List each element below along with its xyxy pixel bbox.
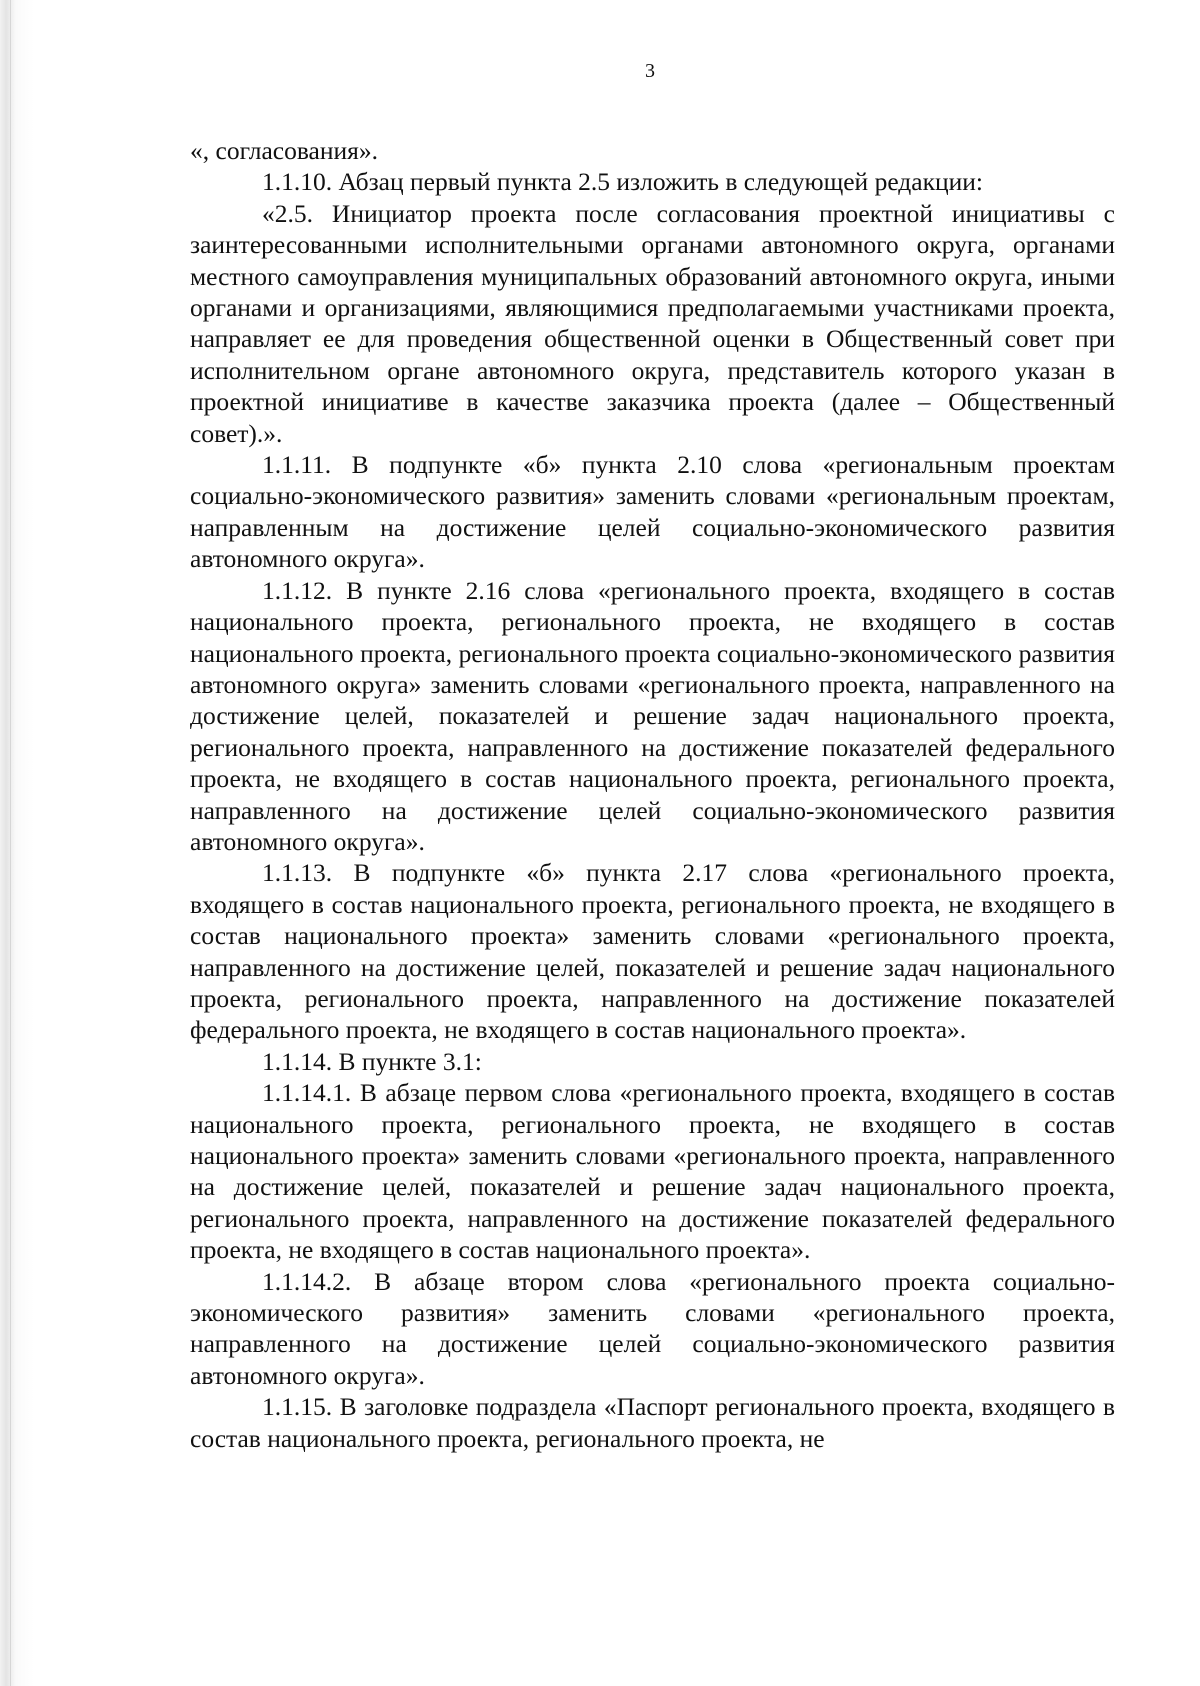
paragraph-1-1-14-1: 1.1.14.1. В абзаце первом слова «регионального проекта, входящего в состав национального проекта, регионального проекта, не входящего в состав национального проекта» заменить словами «регионального проекта, направленного на достижение целей, показателей и решение задач национального проекта, регионального проекта, направленного на достижение показателей федерального проекта, не входящего в состав национального проекта». bbox=[190, 1078, 1115, 1265]
paragraph-1-1-11: 1.1.11. В подпункте «б» пункта 2.10 слова «региональным проектам социально-экономического развития» заменить словами «региональным проектам, направленным на достижение целей социально-экономического развития автономного округа». bbox=[190, 450, 1115, 574]
document-body bbox=[190, 135, 1115, 1454]
scan-binding-edge bbox=[0, 0, 34, 1686]
paragraph-quoted-2-5: «2.5. Инициатор проекта после согласования проектной инициативы с заинтересованными исполнительными органами автономного округа, органами местного самоуправления муниципальных образований автономного округа, иными органами и организациями, являющимися предполагаемыми участниками проекта, направляет ее для проведения общественной оценки в Общественный совет при исполнительном органе автономного округа, представитель которого указан в проектной инициативе в качестве заказчика проекта (далее – Общественный совет).». bbox=[190, 198, 1115, 448]
paragraph-1-1-10: 1.1.10. Абзац первый пункта 2.5 изложить в следующей редакции: bbox=[262, 167, 984, 197]
paragraph-continuation: «, согласования». bbox=[190, 136, 379, 165]
page-number: 3 bbox=[645, 60, 655, 82]
paragraph-1-1-12: 1.1.12. В пункте 2.16 слова «регионального проекта, входящего в состав национального проекта, регионального проекта, не входящего в состав национального проекта, регионального проекта социально-экономического развития автономного округа» заменить словами «регионального проекта, направленного на достижение целей, показателей и решение задач национального проекта, регионального проекта, направленного на достижение показателей федерального проекта, не входящего в состав национального проекта, регионального проекта, направленного на достижение целей социально-экономического развития автономного округа». bbox=[190, 575, 1115, 856]
paragraph-1-1-14-2: 1.1.14.2. В абзаце втором слова «регионального проекта социально-экономического развития» заменить словами «регионального проекта, направленного на достижение целей социально-экономического развития автономного округа». bbox=[190, 1266, 1115, 1390]
paragraph-1-1-15: 1.1.15. В заголовке подраздела «Паспорт регионального проекта, входящего в состав национального проекта, регионального проекта, не bbox=[190, 1392, 1115, 1453]
paragraph-1-1-14: 1.1.14. В пункте 3.1: bbox=[262, 1046, 482, 1076]
paragraph-1-1-13: 1.1.13. В подпункте «б» пункта 2.17 слова «регионального проекта, входящего в состав национального проекта, регионального проекта, не входящего в состав национального проекта» заменить словами «регионального проекта, направленного на достижение целей, показателей и решение задач национального проекта, регионального проекта, направленного на достижение показателей федерального проекта, не входящего в состав национального проекта». bbox=[190, 858, 1115, 1045]
